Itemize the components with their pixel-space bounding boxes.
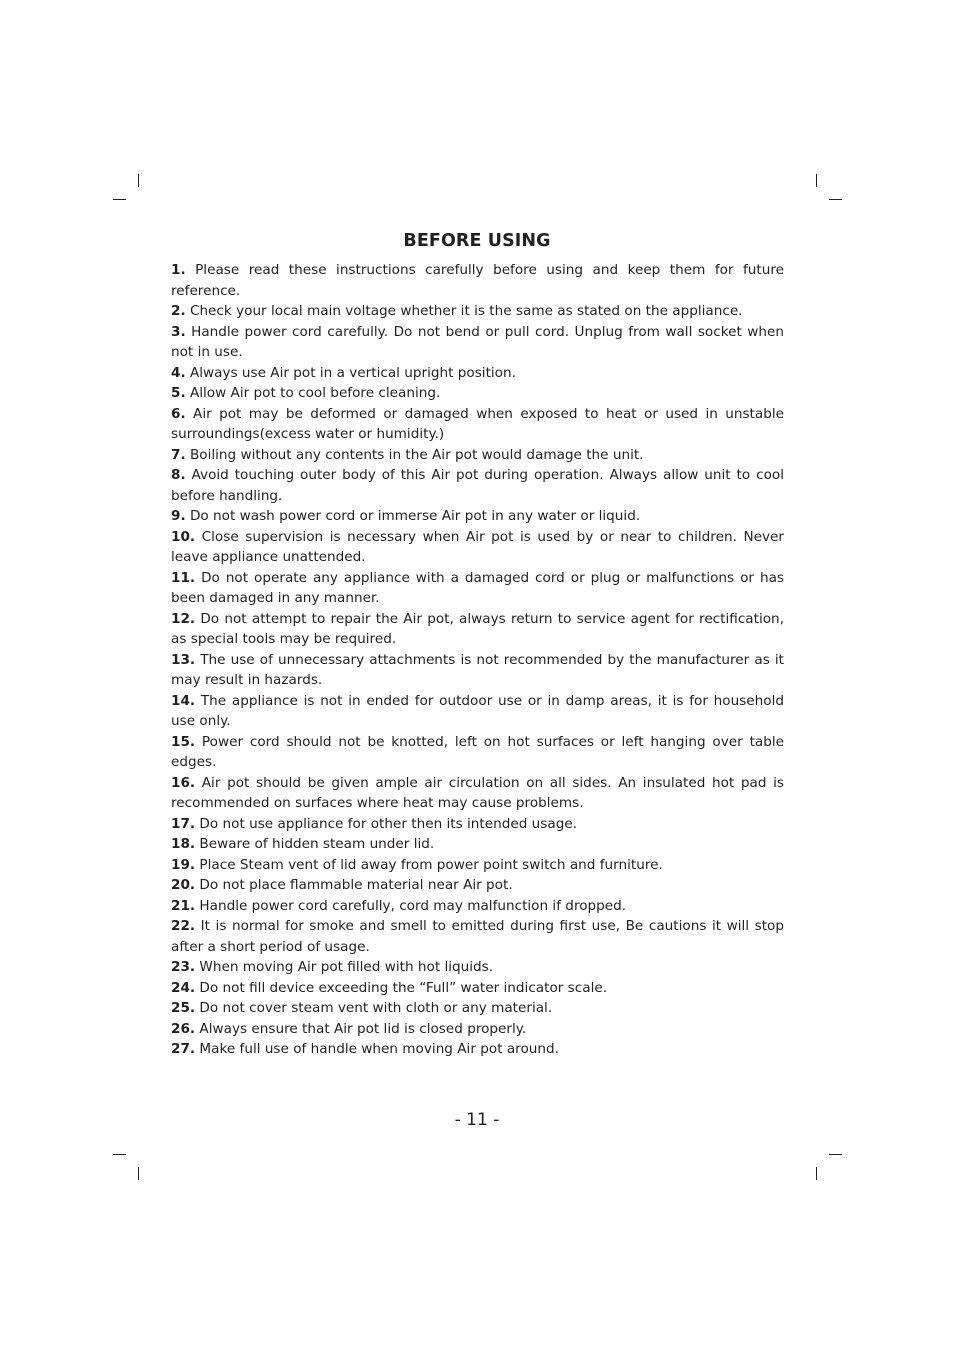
item-text: Beware of hidden steam under lid. xyxy=(195,836,435,852)
item-number: 16. xyxy=(171,774,196,791)
item-number: 9. xyxy=(171,508,186,524)
item-text: Please read these instructions carefully before using and keep them for future reference. xyxy=(171,262,784,299)
list-item xyxy=(171,404,784,445)
item-text: Do not use appliance for other then its intended usage. xyxy=(195,815,578,832)
list-item xyxy=(171,691,784,732)
item-number: 19. xyxy=(171,856,196,873)
item-number: 17. xyxy=(171,815,196,832)
crop-mark-top-right-horizontal xyxy=(829,199,842,200)
crop-mark-bottom-right-horizontal xyxy=(829,1154,842,1155)
item-text: Check your local main voltage whether it is the same as stated on the appliance. xyxy=(185,303,743,319)
list-item xyxy=(171,916,784,957)
crop-mark-top-right-vertical xyxy=(816,174,817,187)
item-text: The use of unnecessary attachments is not recommended by the manufacturer as it may result in hazards. xyxy=(171,651,784,688)
list-item xyxy=(171,1019,784,1040)
item-text: Handle power cord carefully, cord may malfunction if dropped. xyxy=(195,897,627,914)
item-text: Close supervision is necessary when Air pot is used by or near to children. Never leave appliance unattended. xyxy=(171,528,784,565)
item-number: 11. xyxy=(171,569,196,586)
item-number: 10. xyxy=(171,528,196,545)
item-number: 21. xyxy=(171,897,196,914)
crop-mark-bottom-left-horizontal xyxy=(113,1154,126,1155)
item-number: 26. xyxy=(171,1020,196,1037)
crop-mark-bottom-left-vertical xyxy=(138,1167,139,1180)
item-text: Allow Air pot to cool before cleaning. xyxy=(185,385,441,401)
list-item xyxy=(171,896,784,917)
list-item xyxy=(171,855,784,876)
list-item xyxy=(171,650,784,691)
item-number: 22. xyxy=(171,918,196,934)
crop-mark-bottom-right-vertical xyxy=(816,1167,817,1180)
list-item xyxy=(171,506,784,527)
item-text: Always use Air pot in a vertical upright position. xyxy=(185,364,516,381)
list-item xyxy=(171,260,784,301)
item-number: 23. xyxy=(171,959,196,975)
list-item xyxy=(171,998,784,1019)
item-text: Avoid touching outer body of this Air pot during operation. Always allow unit to cool before handling. xyxy=(171,467,784,504)
item-text: Make full use of handle when moving Air pot around. xyxy=(195,1041,559,1057)
item-number: 24. xyxy=(171,979,196,996)
list-item xyxy=(171,301,784,322)
list-item xyxy=(171,322,784,363)
item-text: Place Steam vent of lid away from power point switch and furniture. xyxy=(195,856,663,873)
list-item xyxy=(171,834,784,855)
item-text: Power cord should not be knotted, left on hot surfaces or left hanging over table edges. xyxy=(171,733,784,770)
item-number: 25. xyxy=(171,1000,196,1016)
item-number: 13. xyxy=(171,651,196,668)
page-number: - 11 - xyxy=(454,1110,500,1130)
crop-mark-top-left-horizontal xyxy=(113,199,126,200)
item-text: The appliance is not in ended for outdoor use or in damp areas, it is for household use only. xyxy=(171,692,784,729)
item-text: Boiling without any contents in the Air pot would damage the unit. xyxy=(185,446,644,463)
item-number: 1. xyxy=(171,262,186,278)
item-text: Do not place flammable material near Air pot. xyxy=(195,877,513,893)
list-item xyxy=(171,875,784,896)
list-item xyxy=(171,978,784,999)
item-text: It is normal for smoke and smell to emitted during first use, Be cautions it will stop after a short period of usage. xyxy=(171,918,784,955)
list-item xyxy=(171,465,784,506)
crop-mark-top-left-vertical xyxy=(138,174,139,187)
item-number: 27. xyxy=(171,1041,196,1057)
item-number: 14. xyxy=(171,692,196,709)
item-number: 2. xyxy=(171,303,186,319)
list-item xyxy=(171,814,784,835)
item-number: 3. xyxy=(171,323,186,340)
item-number: 8. xyxy=(171,467,186,483)
item-text: Handle power cord carefully. Do not bend or pull cord. Unplug from wall socket when not in use. xyxy=(171,323,784,360)
list-item xyxy=(171,732,784,773)
item-number: 5. xyxy=(171,385,186,401)
item-text: Do not cover steam vent with cloth or any material. xyxy=(195,1000,553,1016)
item-number: 15. xyxy=(171,733,196,750)
list-item xyxy=(171,957,784,978)
list-item xyxy=(171,609,784,650)
item-text: Do not wash power cord or immerse Air pot in any water or liquid. xyxy=(185,508,641,524)
item-number: 18. xyxy=(171,836,196,852)
list-item xyxy=(171,445,784,466)
item-text: Air pot may be deformed or damaged when exposed to heat or used in unstable surroundings(excess water or humidity.) xyxy=(171,405,784,442)
item-number: 20. xyxy=(171,877,196,893)
instruction-list xyxy=(171,260,784,1060)
list-item xyxy=(171,363,784,384)
list-item xyxy=(171,383,784,404)
item-text: When moving Air pot filled with hot liquids. xyxy=(195,959,494,975)
item-number: 4. xyxy=(171,364,186,381)
page-title: BEFORE USING xyxy=(403,231,551,251)
item-text: Do not operate any appliance with a damaged cord or plug or malfunctions or has been damaged in any manner. xyxy=(171,569,784,606)
list-item xyxy=(171,1039,784,1060)
item-number: 7. xyxy=(171,446,186,463)
item-text: Air pot should be given ample air circulation on all sides. An insulated hot pad is recommended on surfaces where heat may cause problems. xyxy=(171,774,784,811)
list-item xyxy=(171,527,784,568)
item-number: 6. xyxy=(171,405,186,422)
list-item xyxy=(171,568,784,609)
item-text: Do not attempt to repair the Air pot, always return to service agent for rectification, as special tools may be required. xyxy=(171,610,784,647)
item-number: 12. xyxy=(171,610,196,627)
item-text: Do not fill device exceeding the “Full” water indicator scale. xyxy=(195,979,608,996)
item-text: Always ensure that Air pot lid is closed properly. xyxy=(195,1020,527,1037)
list-item xyxy=(171,773,784,814)
